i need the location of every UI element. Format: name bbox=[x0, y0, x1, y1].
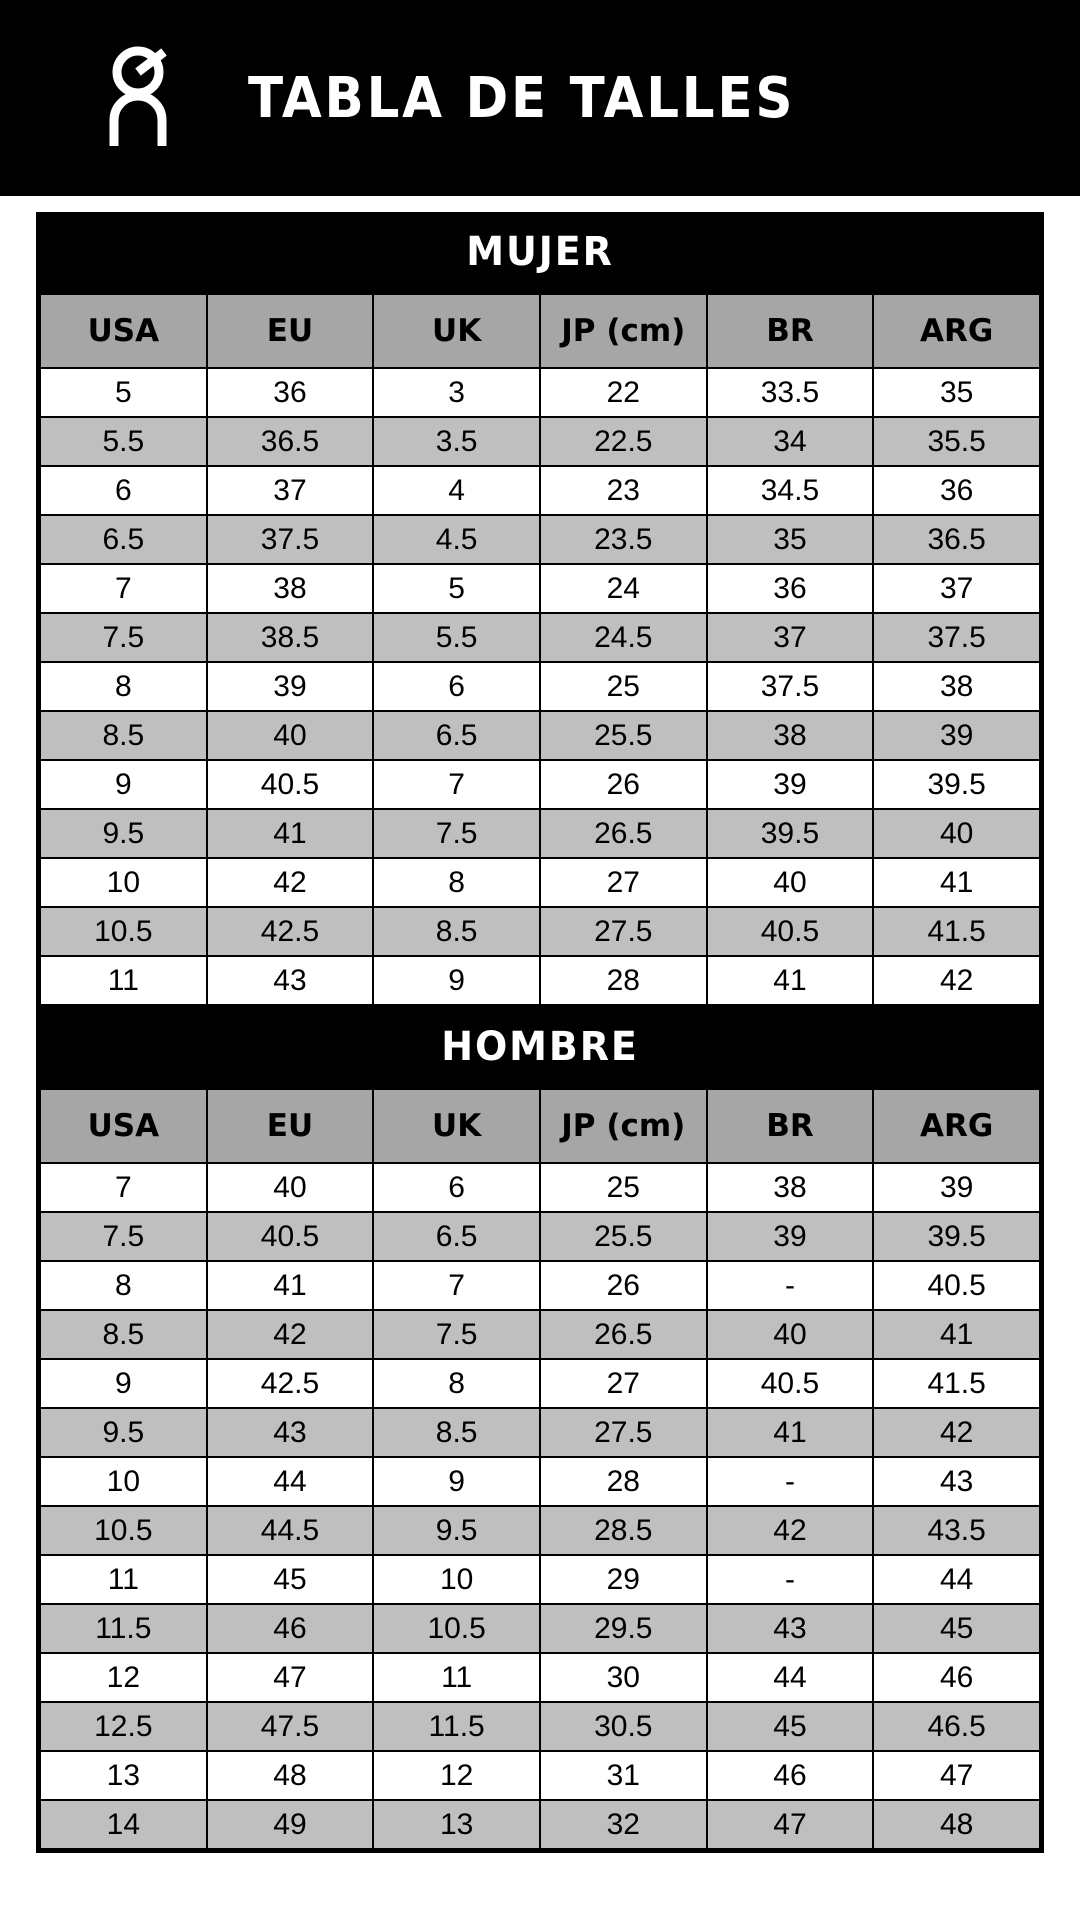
cell-usa: 5 bbox=[40, 368, 207, 417]
cell-jp: 23.5 bbox=[540, 515, 707, 564]
table-row bbox=[40, 1800, 1040, 1849]
page-header bbox=[0, 0, 1080, 196]
cell-uk: 6.5 bbox=[373, 711, 540, 760]
column-header-uk: UK bbox=[373, 294, 540, 368]
cell-uk: 6.5 bbox=[373, 1212, 540, 1261]
table-row bbox=[40, 417, 1040, 466]
cell-eu: 36.5 bbox=[207, 417, 374, 466]
cell-arg: 37.5 bbox=[873, 613, 1040, 662]
cell-jp: 24.5 bbox=[540, 613, 707, 662]
cell-usa: 10.5 bbox=[40, 1506, 207, 1555]
cell-jp: 27 bbox=[540, 1359, 707, 1408]
table-header-row bbox=[40, 1089, 1040, 1163]
cell-uk: 8 bbox=[373, 858, 540, 907]
table-row bbox=[40, 1457, 1040, 1506]
table-row bbox=[40, 1653, 1040, 1702]
cell-eu: 42.5 bbox=[207, 907, 374, 956]
cell-usa: 13 bbox=[40, 1751, 207, 1800]
cell-arg: 42 bbox=[873, 956, 1040, 1005]
cell-jp: 30.5 bbox=[540, 1702, 707, 1751]
cell-usa: 6 bbox=[40, 466, 207, 515]
cell-arg: 35 bbox=[873, 368, 1040, 417]
table-row bbox=[40, 1212, 1040, 1261]
cell-usa: 8 bbox=[40, 1261, 207, 1310]
cell-usa: 12 bbox=[40, 1653, 207, 1702]
cell-br: 46 bbox=[707, 1751, 874, 1800]
cell-arg: 39.5 bbox=[873, 1212, 1040, 1261]
cell-uk: 6 bbox=[373, 662, 540, 711]
cell-br: 38 bbox=[707, 1163, 874, 1212]
table-row bbox=[40, 1604, 1040, 1653]
cell-eu: 47 bbox=[207, 1653, 374, 1702]
cell-eu: 42 bbox=[207, 858, 374, 907]
cell-eu: 36 bbox=[207, 368, 374, 417]
size-table-hombre bbox=[39, 1088, 1041, 1850]
cell-jp: 31 bbox=[540, 1751, 707, 1800]
cell-usa: 8 bbox=[40, 662, 207, 711]
cell-eu: 40.5 bbox=[207, 760, 374, 809]
cell-usa: 11 bbox=[40, 956, 207, 1005]
table-row bbox=[40, 564, 1040, 613]
cell-eu: 42.5 bbox=[207, 1359, 374, 1408]
cell-jp: 25 bbox=[540, 1163, 707, 1212]
cell-jp: 29.5 bbox=[540, 1604, 707, 1653]
table-row bbox=[40, 1555, 1040, 1604]
cell-br: 40 bbox=[707, 858, 874, 907]
cell-jp: 26.5 bbox=[540, 809, 707, 858]
cell-usa: 5.5 bbox=[40, 417, 207, 466]
cell-usa: 10.5 bbox=[40, 907, 207, 956]
cell-uk: 7.5 bbox=[373, 1310, 540, 1359]
cell-jp: 27 bbox=[540, 858, 707, 907]
cell-uk: 5.5 bbox=[373, 613, 540, 662]
cell-usa: 9.5 bbox=[40, 1408, 207, 1457]
cell-arg: 41.5 bbox=[873, 907, 1040, 956]
cell-jp: 26 bbox=[540, 1261, 707, 1310]
cell-usa: 8.5 bbox=[40, 711, 207, 760]
cell-jp: 22.5 bbox=[540, 417, 707, 466]
cell-arg: 41.5 bbox=[873, 1359, 1040, 1408]
column-header-arg: ARG bbox=[873, 294, 1040, 368]
table-row bbox=[40, 760, 1040, 809]
cell-arg: 36 bbox=[873, 466, 1040, 515]
cell-uk: 8.5 bbox=[373, 1408, 540, 1457]
cell-eu: 37 bbox=[207, 466, 374, 515]
on-running-logo-icon bbox=[96, 46, 180, 150]
table-row bbox=[40, 956, 1040, 1005]
cell-br: 34 bbox=[707, 417, 874, 466]
cell-eu: 38.5 bbox=[207, 613, 374, 662]
table-header-row bbox=[40, 294, 1040, 368]
table-row bbox=[40, 858, 1040, 907]
cell-usa: 8.5 bbox=[40, 1310, 207, 1359]
cell-br: 36 bbox=[707, 564, 874, 613]
column-header-uk: UK bbox=[373, 1089, 540, 1163]
cell-usa: 10 bbox=[40, 1457, 207, 1506]
table-row bbox=[40, 1751, 1040, 1800]
cell-br: - bbox=[707, 1555, 874, 1604]
cell-eu: 44 bbox=[207, 1457, 374, 1506]
cell-br: 38 bbox=[707, 711, 874, 760]
cell-br: 33.5 bbox=[707, 368, 874, 417]
cell-uk: 12 bbox=[373, 1751, 540, 1800]
cell-arg: 45 bbox=[873, 1604, 1040, 1653]
table-row bbox=[40, 515, 1040, 564]
cell-arg: 39 bbox=[873, 711, 1040, 760]
cell-jp: 24 bbox=[540, 564, 707, 613]
cell-arg: 36.5 bbox=[873, 515, 1040, 564]
cell-arg: 41 bbox=[873, 1310, 1040, 1359]
cell-eu: 40.5 bbox=[207, 1212, 374, 1261]
cell-jp: 30 bbox=[540, 1653, 707, 1702]
cell-uk: 10.5 bbox=[373, 1604, 540, 1653]
column-header-usa: USA bbox=[40, 294, 207, 368]
cell-eu: 38 bbox=[207, 564, 374, 613]
cell-eu: 39 bbox=[207, 662, 374, 711]
cell-eu: 42 bbox=[207, 1310, 374, 1359]
cell-uk: 7 bbox=[373, 760, 540, 809]
cell-arg: 40 bbox=[873, 809, 1040, 858]
cell-jp: 32 bbox=[540, 1800, 707, 1849]
table-row bbox=[40, 613, 1040, 662]
cell-arg: 47 bbox=[873, 1751, 1040, 1800]
cell-br: 40.5 bbox=[707, 1359, 874, 1408]
cell-br: 35 bbox=[707, 515, 874, 564]
cell-br: 39 bbox=[707, 1212, 874, 1261]
cell-usa: 6.5 bbox=[40, 515, 207, 564]
cell-usa: 11 bbox=[40, 1555, 207, 1604]
cell-uk: 4 bbox=[373, 466, 540, 515]
column-header-usa: USA bbox=[40, 1089, 207, 1163]
cell-uk: 9 bbox=[373, 1457, 540, 1506]
size-table-mujer bbox=[39, 293, 1041, 1006]
table-row bbox=[40, 1506, 1040, 1555]
cell-usa: 11.5 bbox=[40, 1604, 207, 1653]
column-header-eu: EU bbox=[207, 294, 374, 368]
cell-eu: 37.5 bbox=[207, 515, 374, 564]
cell-br: - bbox=[707, 1457, 874, 1506]
cell-uk: 8.5 bbox=[373, 907, 540, 956]
cell-eu: 44.5 bbox=[207, 1506, 374, 1555]
table-row bbox=[40, 1359, 1040, 1408]
cell-eu: 43 bbox=[207, 956, 374, 1005]
cell-eu: 45 bbox=[207, 1555, 374, 1604]
cell-br: 42 bbox=[707, 1506, 874, 1555]
cell-uk: 4.5 bbox=[373, 515, 540, 564]
cell-uk: 11 bbox=[373, 1653, 540, 1702]
cell-uk: 9.5 bbox=[373, 1506, 540, 1555]
cell-jp: 27.5 bbox=[540, 1408, 707, 1457]
cell-eu: 43 bbox=[207, 1408, 374, 1457]
table-row bbox=[40, 1310, 1040, 1359]
cell-arg: 39 bbox=[873, 1163, 1040, 1212]
cell-uk: 7 bbox=[373, 1261, 540, 1310]
table-row bbox=[40, 809, 1040, 858]
cell-jp: 26.5 bbox=[540, 1310, 707, 1359]
table-row bbox=[40, 1408, 1040, 1457]
cell-br: 47 bbox=[707, 1800, 874, 1849]
cell-br: 37 bbox=[707, 613, 874, 662]
cell-arg: 39.5 bbox=[873, 760, 1040, 809]
cell-eu: 40 bbox=[207, 711, 374, 760]
cell-arg: 46 bbox=[873, 1653, 1040, 1702]
cell-uk: 3 bbox=[373, 368, 540, 417]
column-header-br: BR bbox=[707, 294, 874, 368]
cell-jp: 27.5 bbox=[540, 907, 707, 956]
cell-uk: 6 bbox=[373, 1163, 540, 1212]
cell-br: 39 bbox=[707, 760, 874, 809]
cell-br: - bbox=[707, 1261, 874, 1310]
cell-jp: 25.5 bbox=[540, 1212, 707, 1261]
table-row bbox=[40, 1163, 1040, 1212]
cell-jp: 25 bbox=[540, 662, 707, 711]
cell-usa: 7 bbox=[40, 1163, 207, 1212]
cell-arg: 43 bbox=[873, 1457, 1040, 1506]
section-title-mujer: MUJER bbox=[64, 215, 1016, 293]
cell-uk: 13 bbox=[373, 1800, 540, 1849]
section-title-hombre: HOMBRE bbox=[64, 1010, 1016, 1088]
cell-jp: 28.5 bbox=[540, 1506, 707, 1555]
cell-uk: 3.5 bbox=[373, 417, 540, 466]
cell-br: 41 bbox=[707, 956, 874, 1005]
cell-br: 41 bbox=[707, 1408, 874, 1457]
cell-br: 45 bbox=[707, 1702, 874, 1751]
cell-br: 44 bbox=[707, 1653, 874, 1702]
cell-arg: 41 bbox=[873, 858, 1040, 907]
table-row bbox=[40, 1261, 1040, 1310]
table-row bbox=[40, 368, 1040, 417]
cell-usa: 14 bbox=[40, 1800, 207, 1849]
cell-jp: 28 bbox=[540, 956, 707, 1005]
cell-uk: 9 bbox=[373, 956, 540, 1005]
cell-usa: 7 bbox=[40, 564, 207, 613]
size-tables-container bbox=[36, 212, 1044, 1853]
cell-jp: 23 bbox=[540, 466, 707, 515]
cell-br: 43 bbox=[707, 1604, 874, 1653]
cell-uk: 11.5 bbox=[373, 1702, 540, 1751]
table-row bbox=[40, 1702, 1040, 1751]
cell-usa: 7.5 bbox=[40, 613, 207, 662]
cell-usa: 12.5 bbox=[40, 1702, 207, 1751]
cell-arg: 38 bbox=[873, 662, 1040, 711]
cell-arg: 48 bbox=[873, 1800, 1040, 1849]
cell-arg: 42 bbox=[873, 1408, 1040, 1457]
cell-usa: 9 bbox=[40, 760, 207, 809]
cell-usa: 9.5 bbox=[40, 809, 207, 858]
cell-eu: 40 bbox=[207, 1163, 374, 1212]
cell-jp: 26 bbox=[540, 760, 707, 809]
cell-br: 39.5 bbox=[707, 809, 874, 858]
cell-br: 37.5 bbox=[707, 662, 874, 711]
cell-uk: 8 bbox=[373, 1359, 540, 1408]
cell-arg: 43.5 bbox=[873, 1506, 1040, 1555]
cell-eu: 41 bbox=[207, 1261, 374, 1310]
cell-uk: 10 bbox=[373, 1555, 540, 1604]
table-row bbox=[40, 711, 1040, 760]
cell-arg: 37 bbox=[873, 564, 1040, 613]
cell-arg: 40.5 bbox=[873, 1261, 1040, 1310]
cell-uk: 5 bbox=[373, 564, 540, 613]
table-row bbox=[40, 466, 1040, 515]
cell-br: 34.5 bbox=[707, 466, 874, 515]
cell-br: 40.5 bbox=[707, 907, 874, 956]
cell-br: 40 bbox=[707, 1310, 874, 1359]
column-header-arg: ARG bbox=[873, 1089, 1040, 1163]
column-header-jp: JP (cm) bbox=[540, 1089, 707, 1163]
cell-usa: 10 bbox=[40, 858, 207, 907]
cell-jp: 28 bbox=[540, 1457, 707, 1506]
table-row bbox=[40, 662, 1040, 711]
cell-jp: 25.5 bbox=[540, 711, 707, 760]
cell-eu: 49 bbox=[207, 1800, 374, 1849]
cell-eu: 46 bbox=[207, 1604, 374, 1653]
cell-jp: 22 bbox=[540, 368, 707, 417]
cell-arg: 46.5 bbox=[873, 1702, 1040, 1751]
cell-usa: 7.5 bbox=[40, 1212, 207, 1261]
cell-eu: 41 bbox=[207, 809, 374, 858]
cell-arg: 44 bbox=[873, 1555, 1040, 1604]
table-row bbox=[40, 907, 1040, 956]
cell-eu: 48 bbox=[207, 1751, 374, 1800]
column-header-jp: JP (cm) bbox=[540, 294, 707, 368]
column-header-br: BR bbox=[707, 1089, 874, 1163]
cell-uk: 7.5 bbox=[373, 809, 540, 858]
page-title: TABLA DE TALLES bbox=[248, 65, 796, 131]
cell-usa: 9 bbox=[40, 1359, 207, 1408]
cell-arg: 35.5 bbox=[873, 417, 1040, 466]
column-header-eu: EU bbox=[207, 1089, 374, 1163]
cell-eu: 47.5 bbox=[207, 1702, 374, 1751]
cell-jp: 29 bbox=[540, 1555, 707, 1604]
